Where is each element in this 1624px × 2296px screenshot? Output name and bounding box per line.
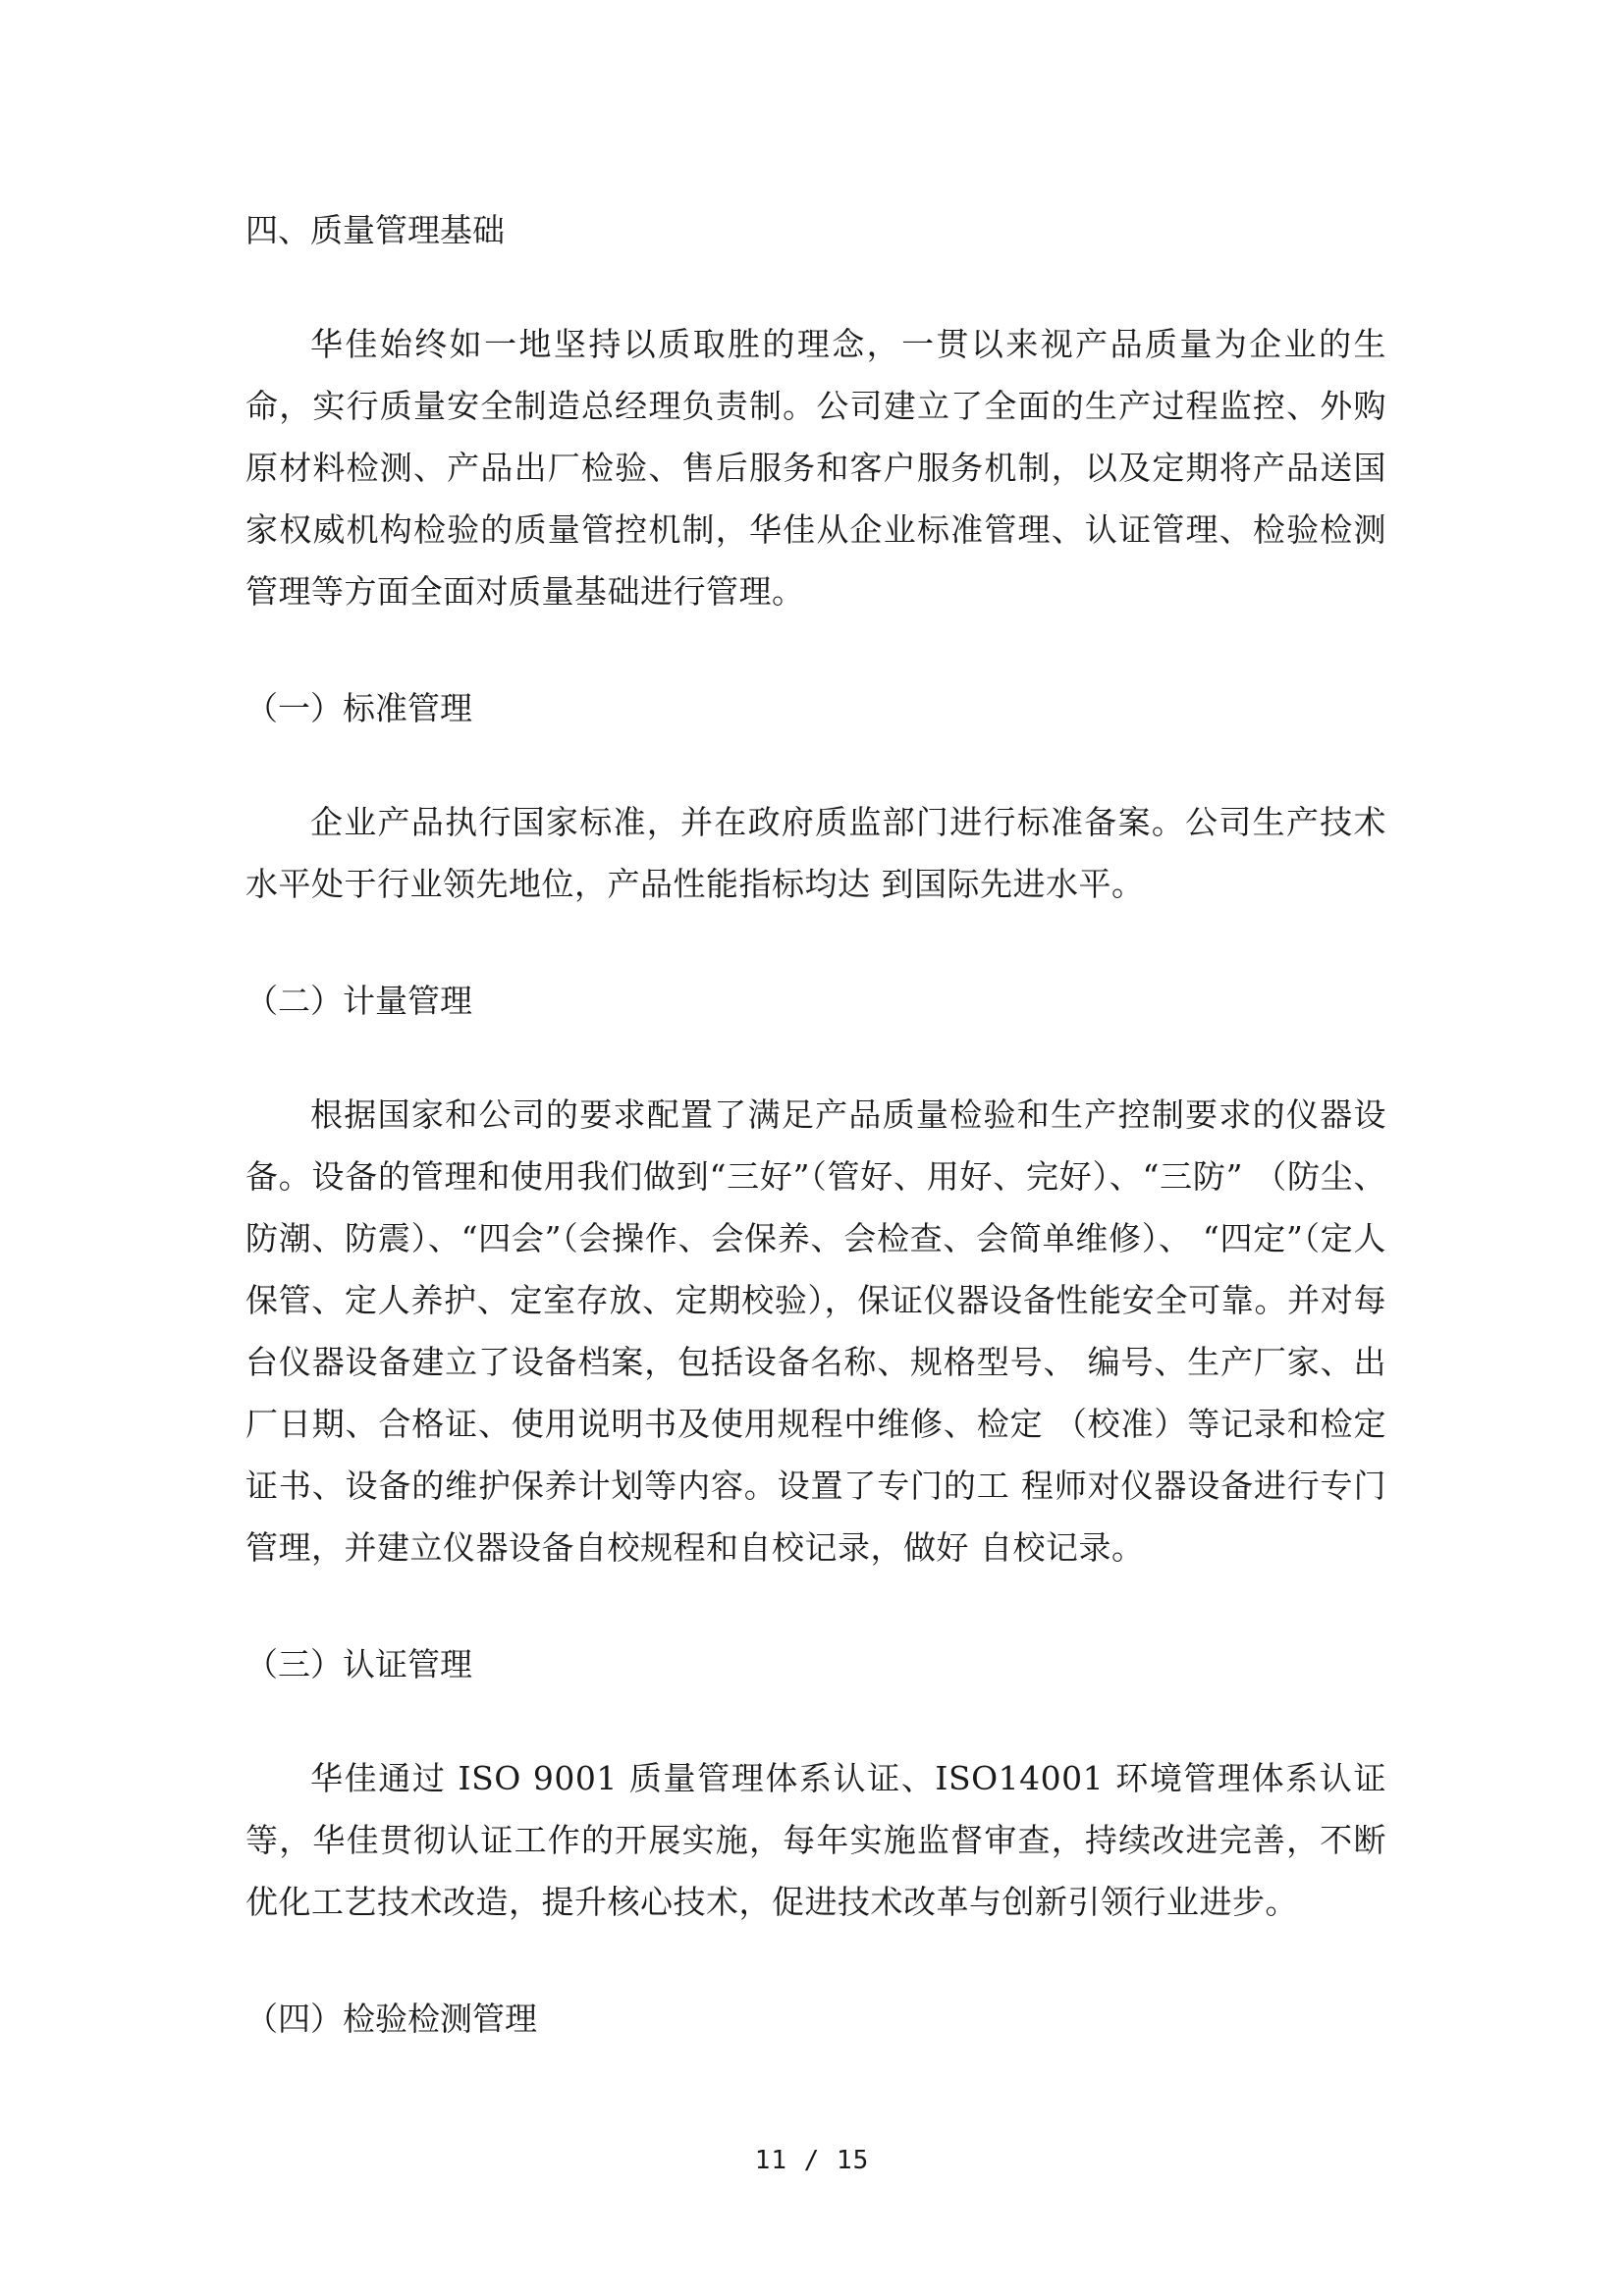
document-body xyxy=(245,201,1386,2049)
subsection-title-standards: （一）标准管理 xyxy=(245,689,472,727)
subsection-text-standards: 企业产品执行国家标准，并在政府质监部门进行标准备案。公司生产技术水平处于行业领先地位，产品性能指标均达 到国际先进水平。 xyxy=(245,803,1386,903)
subsection-text-metrology: 根据国家和公司的要求配置了满足产品质量检验和生产控制要求的仪器设备。设备的管理和使用我们做到“三好”（管好、用好、完好）、“三防” （防尘、防潮、防震）、“四会”（会操作、会保养、会检查、会简单维修）、 “四定”（定人保管、定人养护、定室存放、定期校验），保证仪器设备性能安全可靠。并对每台仪器设备建立了设备档案，包括设备名称、规格型号、 编号、生产厂家、出厂日期、合格证、使用说明书及使用规程中维修、检定 （校准）等记录和检定证书、设备的维护保养计划等内容。设置了专门的工 程师对仪器设备进行专门管理，并建立仪器设备自校规程和自校记录，做好 自校记录。 xyxy=(245,1095,1386,1567)
intro-paragraph: 华佳始终如一地坚持以质取胜的理念，一贯以来视产品质量为企业的生命，实行质量安全制造总经理负责制。公司建立了全面的生产过程监控、外购原材料检测、产品出厂检验、售后服务和客户服务机制，以及定期将产品送国家权威机构检验的质量管控机制，华佳从企业标准管理、认证管理、检验检测管理等方面全面对质量基础进行管理。 xyxy=(245,325,1386,611)
subsection-title-certification: （三）认证管理 xyxy=(245,1645,472,1683)
subsection-title-metrology: （二）计量管理 xyxy=(245,982,472,1020)
subsection-title-inspection: （四）检验检测管理 xyxy=(245,2000,537,2038)
subsection-text-certification: 华佳通过 ISO 9001 质量管理体系认证、ISO14001 环境管理体系认证等，华佳贯彻认证工作的开展实施，每年实施监督审查，持续改进完善，不断优化工艺技术改造，提升核心技术，促进技术改革与创新引领行业进步。 xyxy=(245,1759,1386,1921)
section-title: 四、质量管理基础 xyxy=(245,211,505,249)
page-number: 11 / 15 xyxy=(754,2146,870,2175)
